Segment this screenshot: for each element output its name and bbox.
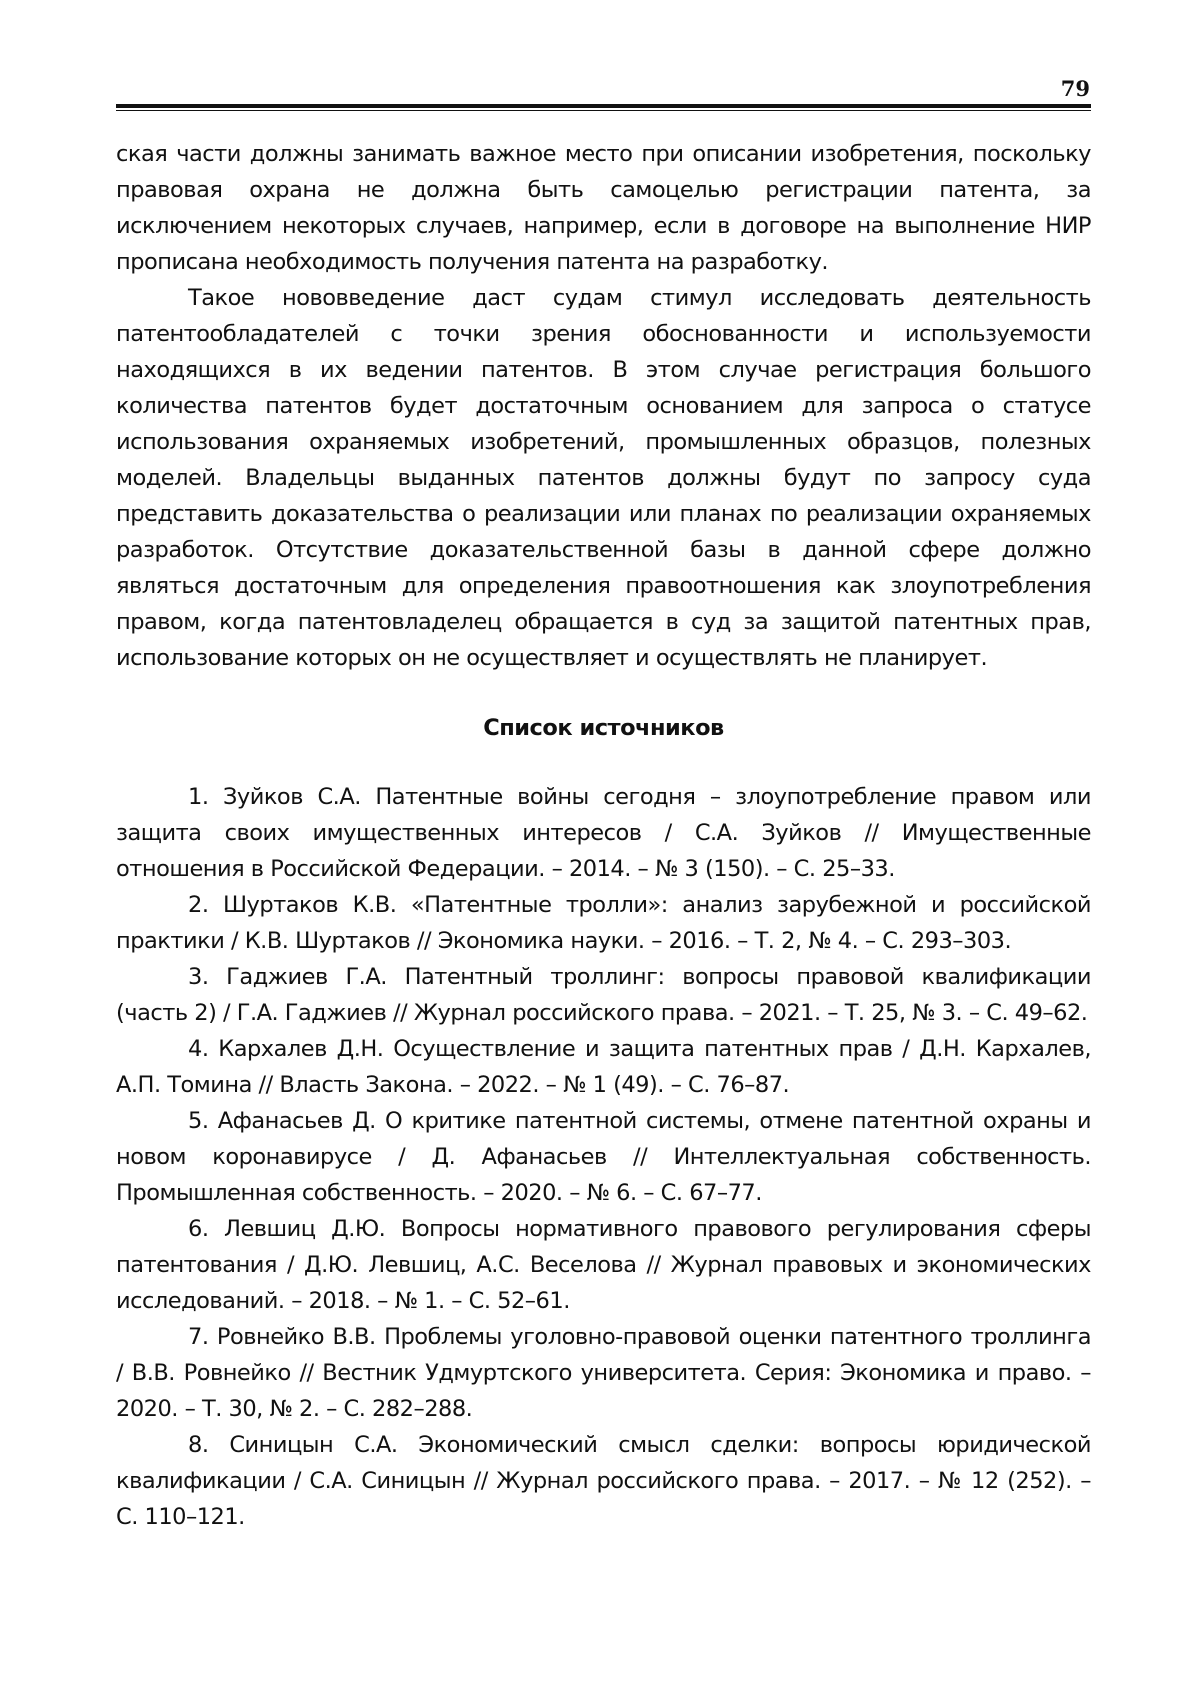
source-item: 4. Кархалев Д.Н. Осуществление и защита патентных прав / Д.Н. Кархалев, А.П. Томина // Власть Закона. – 2022. – № 1 (49). – С. 76–87.: [116, 1036, 1091, 1098]
source-item: 3. Гаджиев Г.А. Патентный троллинг: вопросы правовой квалификации (часть 2) / Г.А. Гаджиев // Журнал российского права. – 2021. – Т. 25, № 3. – С. 49–62.: [116, 964, 1091, 1026]
sources-list: [116, 779, 1091, 1535]
source-item: 7. Ровнейко В.В. Проблемы уголовно-правовой оценки патентного троллинга / В.В. Ровнейко // Вестник Удмуртского университета. Серия: Экономика и право. – 2020. – Т. 30, № 2. – С. 282–288.: [116, 1324, 1091, 1422]
source-item: 6. Левшиц Д.Ю. Вопросы нормативного правового регулирования сферы патентования / Д.Ю. Левшиц, А.С. Веселова // Журнал правовых и экономических исследований. – 2018. – № 1. – С. 52–61.: [116, 1216, 1091, 1314]
header-rule-thin: [116, 110, 1091, 111]
header-rule-thick: [116, 104, 1091, 108]
paragraph-continuation: ская части должны занимать важное место при описании изобретения, поскольку правовая охрана не должна быть самоцелью регистрации патента, за исключением некоторых случаев, например, если в договоре на выполнение НИР прописана необходимость получения патента на разработку.: [116, 141, 1091, 275]
source-item: 5. Афанасьев Д. О критике патентной системы, отмене патентной охраны и новом коронавирусе / Д. Афанасьев // Интеллектуальная собственность. Промышленная собственность. – 2020. – № 6. – С. 67–77.: [116, 1108, 1091, 1206]
source-item: 2. Шуртаков К.В. «Патентные тролли»: анализ зарубежной и российской практики / К.В. Шуртаков // Экономика науки. – 2016. – Т. 2, № 4. – С. 293–303.: [116, 892, 1091, 954]
source-item: 1. Зуйков С.А. Патентные войны сегодня – злоупотребление правом или защита своих имущественных интересов / С.А. Зуйков // Имущественные отношения в Российской Федерации. – 2014. – № 3 (150). – С. 25–33.: [116, 784, 1091, 882]
source-item: 8. Синицын С.А. Экономический смысл сделки: вопросы юридической квалификации / С.А. Синицын // Журнал российского права. – 2017. – № 12 (252). – С. 110–121.: [116, 1432, 1091, 1530]
body-text: [116, 136, 1091, 676]
page-number: 79: [1060, 76, 1090, 101]
paragraph: Такое нововведение даст судам стимул исследовать деятельность патентообладателей с точки зрения обоснованности и используемости находящихся в их ведении патентов. В этом случае регистрация большого количества патентов будет достаточным основанием для запроса о статусе использования охраняемых изобретений, промышленных образцов, полезных моделей. Владельцы выданных патентов должны будут по запросу суда представить доказательства о реализации или планах по реализации охраняемых разработок. Отсутствие доказательственной базы в данной сфере должно являться достаточным для определения правоотношения как злоупотребления правом, когда патентовладелец обращается в суд за защитой патентных прав, использование которых он не осуществляет и осуществлять не планирует.: [116, 285, 1091, 671]
sources-heading: Список источников: [483, 715, 724, 741]
